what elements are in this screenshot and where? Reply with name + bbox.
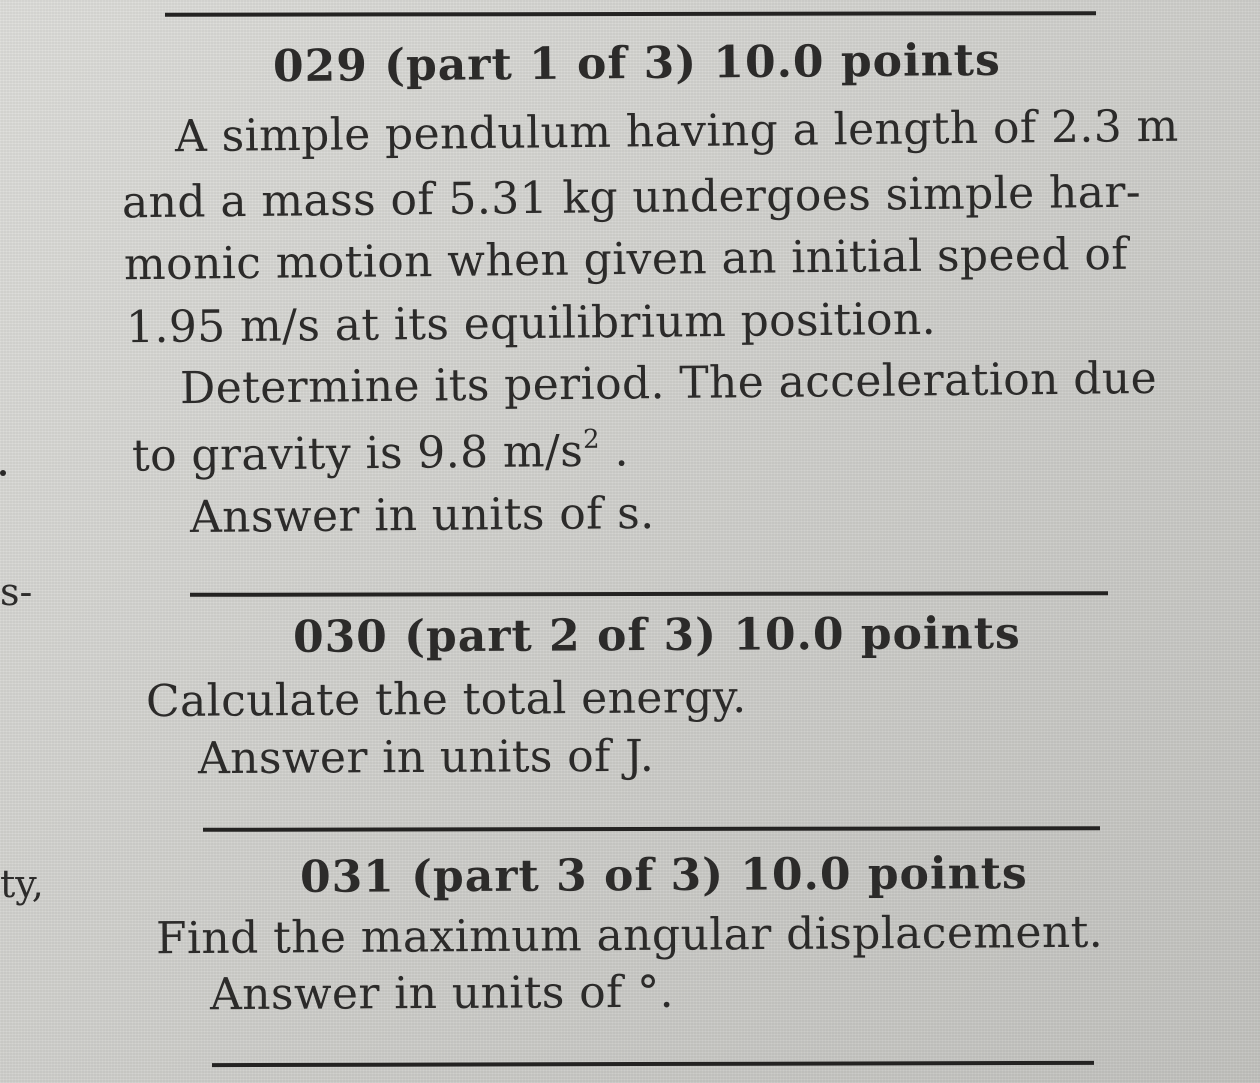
problem-029-line-6: [132, 425, 629, 481]
problem-031-line-1: Find the maximum angular displacement.: [155, 906, 1104, 965]
divider-before-031: [203, 826, 1100, 832]
left-edge-fragment-ty: ty,: [0, 862, 44, 906]
bottom-divider: [212, 1061, 1094, 1067]
problem-030-answer-units: Answer in units of J.: [197, 730, 655, 785]
problem-029-line-4: 1.95 m/s at its equilibrium position.: [125, 293, 937, 354]
problem-030-line-1: Calculate the total energy.: [145, 671, 747, 728]
top-divider: [165, 11, 1096, 17]
problem-031-answer-units: Answer in units of °.: [209, 966, 675, 1021]
divider-before-030: [190, 591, 1108, 597]
problem-029-heading: 029 (part 1 of 3) 10.0 points: [272, 34, 1001, 93]
problem-030-heading: 030 (part 2 of 3) 10.0 points: [292, 608, 1021, 663]
left-edge-dot: [0, 470, 6, 476]
gravity-period: .: [599, 425, 630, 477]
left-edge-fragment-s: s-: [0, 570, 33, 614]
problem-029-line-2: and a mass of 5.31 kg undergoes simple har-: [121, 166, 1142, 229]
gravity-text: to gravity is 9.8 m/s: [131, 425, 584, 482]
gravity-exponent: 2: [582, 424, 601, 455]
problem-029-line-1: A simple pendulum having a length of 2.3 m: [174, 100, 1179, 163]
problem-031-heading: 031 (part 3 of 3) 10.0 points: [299, 848, 1028, 903]
problem-029-line-3: monic motion when given an initial speed of: [123, 228, 1129, 291]
problem-029-line-5: Determine its period. The acceleration due: [179, 352, 1158, 415]
problem-029-answer-units: Answer in units of s.: [189, 487, 655, 544]
